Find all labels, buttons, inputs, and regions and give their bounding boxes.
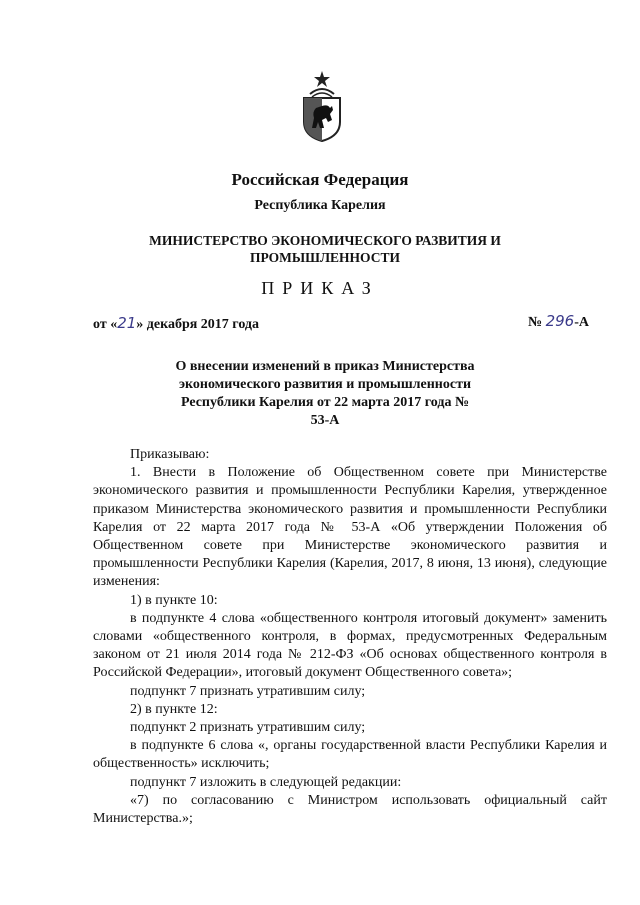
- number-handwritten: 296: [545, 312, 575, 330]
- number-prefix: №: [528, 315, 543, 330]
- body-paragraph: 2) в пункте 12:: [130, 701, 218, 717]
- body-paragraph: в подпункте 6 слова «, органы государственной власти Республики Карелия и общественность» исключить;: [93, 738, 607, 772]
- order-subject: О внесении изменений в приказ Министерства экономического развития и промышленности Республики Карелия от 22 марта 2017 года № 53-А: [175, 359, 475, 428]
- body-paragraph: подпункт 7 изложить в следующей редакции:: [130, 774, 402, 790]
- header-federation: Российская Федерация: [231, 170, 409, 189]
- body-paragraph: «7) по согласованию с Министром использовать официальный сайт Министерства.»;: [93, 792, 607, 827]
- date-prefix: от «: [93, 317, 118, 332]
- header-republic: Республика Карелия: [254, 198, 386, 213]
- order-body: [93, 446, 607, 828]
- karelia-coat-of-arms-icon: [300, 70, 344, 142]
- body-paragraph: Приказываю:: [130, 447, 210, 462]
- header-ministry: МИНИСТЕРСТВО ЭКОНОМИЧЕСКОГО РАЗВИТИЯ И ПРОМЫШЛЕННОСТИ: [149, 233, 501, 265]
- order-number: [528, 312, 589, 331]
- body-paragraph: 1. Внести в Положение об Общественном совете при Министерстве экономического развития и промышленности Республики Карелия, утвержденное приказом Министерства экономического развития и промышленности Республики Карелия от 22 марта 2017 года № 53-А «Об утверждении Положения об Общественном совете при Министерстве экономического развития и промышленности Республики Карелия (Карелия, 2017, 8 июня, 13 июня), следующие изменения:: [93, 465, 607, 590]
- document-type-title: ПРИКАЗ: [261, 278, 379, 298]
- number-suffix: -А: [574, 315, 589, 330]
- body-paragraph: в подпункте 4 слова «общественного контроля итоговый документ» заменить словами «общественного контроля, в формах, предусмотренных Федеральным законом от 21 июля 2014 года № 212-ФЗ «Об основах общественного контроля в Российской Федерации», итоговый документ Общественного совета»;: [93, 610, 607, 681]
- date-suffix: » декабря 2017 года: [136, 317, 259, 332]
- body-paragraph: 1) в пункте 10:: [130, 592, 218, 608]
- order-date: [93, 314, 259, 333]
- body-paragraph: подпункт 2 признать утратившим силу;: [130, 720, 366, 736]
- body-paragraph: подпункт 7 признать утратившим силу;: [130, 683, 366, 699]
- date-day-handwritten: 21: [117, 314, 137, 332]
